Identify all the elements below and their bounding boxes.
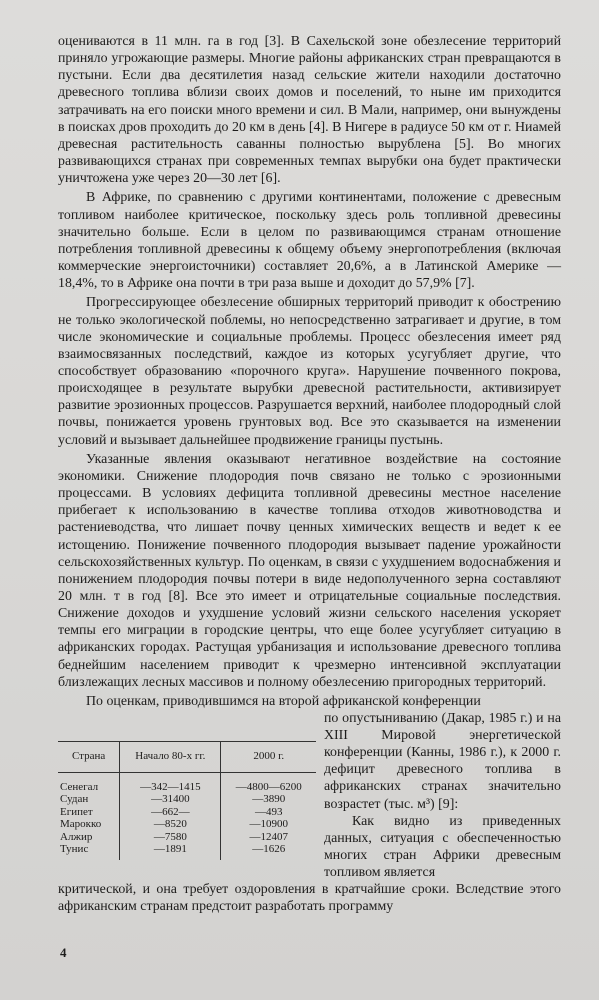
table-section [58,710,561,881]
right-column-paragraph-1: по опустыниванию (Дакар, 1985 г.) и на XIII Мировой энергетической конференции (Канны, 1986 г.), к 2000 г. дефицит древесного топлива в африканских странах значительно возрастет (тыс. м³) [9]: [324,711,561,812]
page-number: 4 [60,945,67,960]
paragraph-4: Указанные явления оказывают негативное воздействие на состояние экономики. Снижение плодородия почв связано не только с эрозионными процессами. В условиях дефицита топливной древесины местное население прибегает к использованию в качестве топлива отходов животноводства и растениеводства, что лишает почву ценных химических веществ и ведет к ее истощению. Понижение почвенного плодородия вызывает падение урожайности сельскохозяйственных культур. По оценкам, в связи с ухудшением водоснабжения и понижением плодородия почвы потери в виде недополученного зерна составляют 20 млн. т в год [8]. Все это имеет и отрицательные социальные последствия. Снижение доходов и ухудшение условий жизни сельского населения ускоряет темпы его миграции в городские центры, что еще более усугубляет ситуацию в африканских городах. Растущая урбанизация и использование древесного топлива беднейшим населением приводит к чрезмерно интенсивной эксплуатации близлежащих лесных массивов и полному обезлесению пригородных территорий. [58,451,561,690]
deficit-table-wrap [58,741,316,860]
paragraph-2: В Африке, по сравнению с другими континентами, положение с древесным топливом наиболее критическое, поскольку здесь роль топливной древесины значительно больше. Если в целом по развивающимся странам отношение потребления топливной древесины к общему объему энергопотребления (включая коммерческие энергоисточники) составляет 20,6%, а в Латинской Америке — 18,4%, то в Африке она почти в три раза выше и доходит до 57,9% [7]. [58,190,561,292]
table-row [58,818,316,831]
right-column-paragraph-2: Как видно из приведенных данных, ситуация с обеспеченностью многих стран Африки древесным топливом является [324,813,561,880]
table-cell: Алжир [60,830,93,843]
table-cell: Египет [60,805,93,818]
paragraph-5-lead: По оценкам, приводившимся на второй африканской конференции [86,693,481,709]
table-cell: —493 [221,806,316,819]
paragraph-1: оцениваются в 11 млн. га в год [3]. В Сахельской зоне обезлесение территорий приняло угрожающие размеры. Многие районы африканских стран превращаются в пустыни. Если два десятилетия назад сельские жители находили достаточно древесного топлива вблизи своих домов и поселений, то ныне им приходится затрачивать на его поиски много времени и сил. В Мали, например, они вынуждены в поисках дров проходить до 20 км в день [4]. В Нигере в радиусе 50 км от г. Ниамей древесная растительность саванны полностью вырублена [5]. Во многих развивающихся странах при современных темпах вырубки она будет практически уничтожена уже через 20—30 лет [6]. [58,34,561,187]
table-row [58,793,316,806]
paragraph-3: Прогрессирующее обезлесение обширных территорий приводит к обострению не только экологической поблемы, но непосредственно затрагивает и другие, в том числе экономические и социальные проблемы. Процесс обезлесения имеет ряд взаимосвязанных последствий, каждое из которых усугубляет другие, что способствует образованию «порочного круга». Нарушение почвенного покрова, происходящее в результате вырубки древесной растительности, активизирует развитие эрозионных процессов. Разрушается верхний, наиболее плодородный слой почвы, понижается уровень грунтовых вод. Все это сказывается на изменении условий и вызывает дальнейшее продвижение границы пустынь. [58,295,561,448]
table-cell: Судан [60,793,89,806]
table-header-2000: 2000 г. [221,742,316,773]
table-cell: —4800—6200 [221,772,316,793]
deficit-table [58,741,316,860]
table-cell: —7580 [120,831,221,844]
table-row [58,772,316,793]
table-row [58,843,316,860]
tail-paragraph: критической, и она требует оздоровления в кратчайшие сроки. Вследствие этого африканским странам предстоит разработать программу [58,882,561,915]
table-row [58,806,316,819]
table-cell: Сенегал [60,780,99,793]
table-cell: —1626 [221,843,316,860]
table-cell: —342—1415 [120,772,221,793]
table-cell: —8520 [120,818,221,831]
table-header-1980s: Начало 80-х гг. [120,742,221,773]
table-cell: —31400 [120,793,221,806]
table-cell: —1891 [120,843,221,860]
table-cell: Марокко [60,818,102,831]
table-cell: —662— [120,806,221,819]
table-header-country: Страна [58,742,120,773]
table-row [58,831,316,844]
table-cell: —12407 [221,831,316,844]
right-column [324,710,561,881]
table-cell: Тунис [60,843,89,856]
table-cell: —10900 [221,818,316,831]
table-cell: —3890 [221,793,316,806]
